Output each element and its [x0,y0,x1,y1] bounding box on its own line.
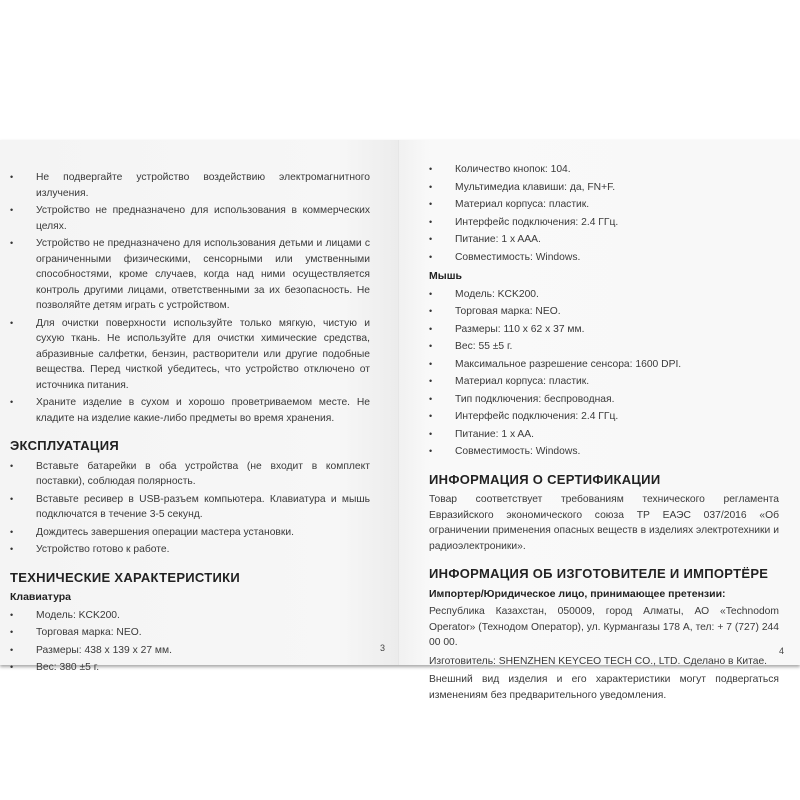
manufacturer-heading: ИНФОРМАЦИЯ ОБ ИЗГОТОВИТЕЛЕ И ИМПОРТЁРЕ [429,566,769,581]
keyboard-spec-item: • Размеры: 438 x 139 x 27 мм. [10,643,370,659]
keyboard-spec-item: • Торговая марка: NEO. [10,625,370,641]
keyboard-spec-item: • Вес: 380 ±5 г. [10,660,370,676]
manufacturer-text: Изготовитель: SHENZHEN KEYCEO TECH CO., LTD. Сделано в Китае. [429,655,768,667]
notice-text: Внешний вид изделия и его характеристики могут подвергаться изменениям без предварительного уведомления. [429,674,779,701]
safety-item: • Для очистки поверхности используйте только мягкую, чистую и сухую ткань. Не используйте для очистки химические средства, абразивные салфетки, бензин, растворители или другие подобные вещества. Перед чисткой убедитесь, что устройство отключено от источника питания. [10,316,370,394]
page-number: 3 [380,643,386,653]
mouse-spec-item: • Вес: 55 ±5 г. [429,339,779,355]
mouse-spec-item: • Размеры: 110 x 62 x 37 мм. [429,322,779,338]
operation-item: • Вставьте батарейки в оба устройства (не входит в комплект поставки), соблюдая полярность. [10,459,370,490]
keyboard-spec-list-cont [429,162,779,265]
safety-item: • Устройство не предназначено для использования детьми и лицами с ограниченными физическими, сенсорными или умственными способностями, кроме случаев, когда над ними осуществляется контроль другими лицами, ответственными за их безопасность. Не позволяйте детям играть с устройством. [10,236,370,314]
operation-heading: ЭКСПЛУАТАЦИЯ [10,438,120,453]
mouse-spec-item: • Модель: KCK200. [429,287,779,303]
keyboard-spec-item: • Мультимедиа клавиши: да, FN+F. [429,180,779,196]
operation-item: • Вставьте ресивер в USB-разъем компьютера. Клавиатура и мышь подключатся в течение 3-5 секунд. [10,492,370,523]
booklet-spread [0,140,800,701]
mouse-spec-item: • Тип подключения: беспроводная. [429,392,779,408]
certification-text: Товар соответствует требованиям технического регламента Евразийского экономического союза ТР ЕАЭС 037/2016 «Об ограничении применения опасных веществ в изделиях электротехники и радиоэлектроники». [429,494,779,552]
page-number: 4 [779,646,785,656]
page-left [0,140,398,673]
mouse-subheading: Мышь [429,270,462,282]
keyboard-spec-list [10,608,370,676]
keyboard-spec-item: • Питание: 1 x AAA. [429,232,779,248]
specs-heading: ТЕХНИЧЕСКИЕ ХАРАКТЕРИСТИКИ [10,569,241,585]
mouse-spec-item: • Питание: 1 x AA. [429,427,779,443]
certification-heading: ИНФОРМАЦИЯ О СЕРТИФИКАЦИИ [429,471,661,487]
mouse-spec-list [429,287,779,460]
mouse-spec-item: • Материал корпуса: пластик. [429,374,779,390]
operation-item: • Устройство готово к работе. [10,542,370,558]
mouse-spec-item: • Максимальное разрешение сенсора: 1600 DPI. [429,357,779,373]
safety-list [10,170,370,426]
keyboard-spec-item: • Совместимость: Windows. [429,250,779,266]
safety-item: • Устройство не предназначено для использования в коммерческих целях. [10,203,370,234]
mouse-spec-item: • Интерфейс подключения: 2.4 ГГц. [429,409,779,425]
mouse-spec-item: • Совместимость: Windows. [429,444,779,460]
keyboard-subheading: Клавиатура [10,591,72,603]
importer-text: Республика Казахстан, 050009, город Алматы, АО «Technodom Operator» (Технодом Оператор), ул. Курмангазы 178 А, тел: + 7 (727) 244 00 00. [429,606,779,648]
page-right [398,140,800,701]
importer-subheading: Импортер/Юридическое лицо, принимающее претензии: [429,587,726,600]
operation-list [10,459,370,558]
safety-item: • Храните изделие в сухом и хорошо проветриваемом месте. Не кладите на изделие какие-либо предметы во время хранения. [10,395,370,426]
keyboard-spec-item: • Модель: KCK200. [10,608,370,624]
keyboard-spec-item: • Интерфейс подключения: 2.4 ГГц. [429,215,779,231]
page-left-content [10,170,370,678]
operation-item: • Дождитесь завершения операции мастера установки. [10,525,370,541]
page-right-content [429,162,779,706]
keyboard-spec-item: • Количество кнопок: 104. [429,162,779,178]
safety-item: • Не подвергайте устройство воздействию электромагнитного излучения. [10,170,370,201]
mouse-spec-item: • Торговая марка: NEO. [429,304,779,320]
keyboard-spec-item: • Материал корпуса: пластик. [429,197,779,213]
